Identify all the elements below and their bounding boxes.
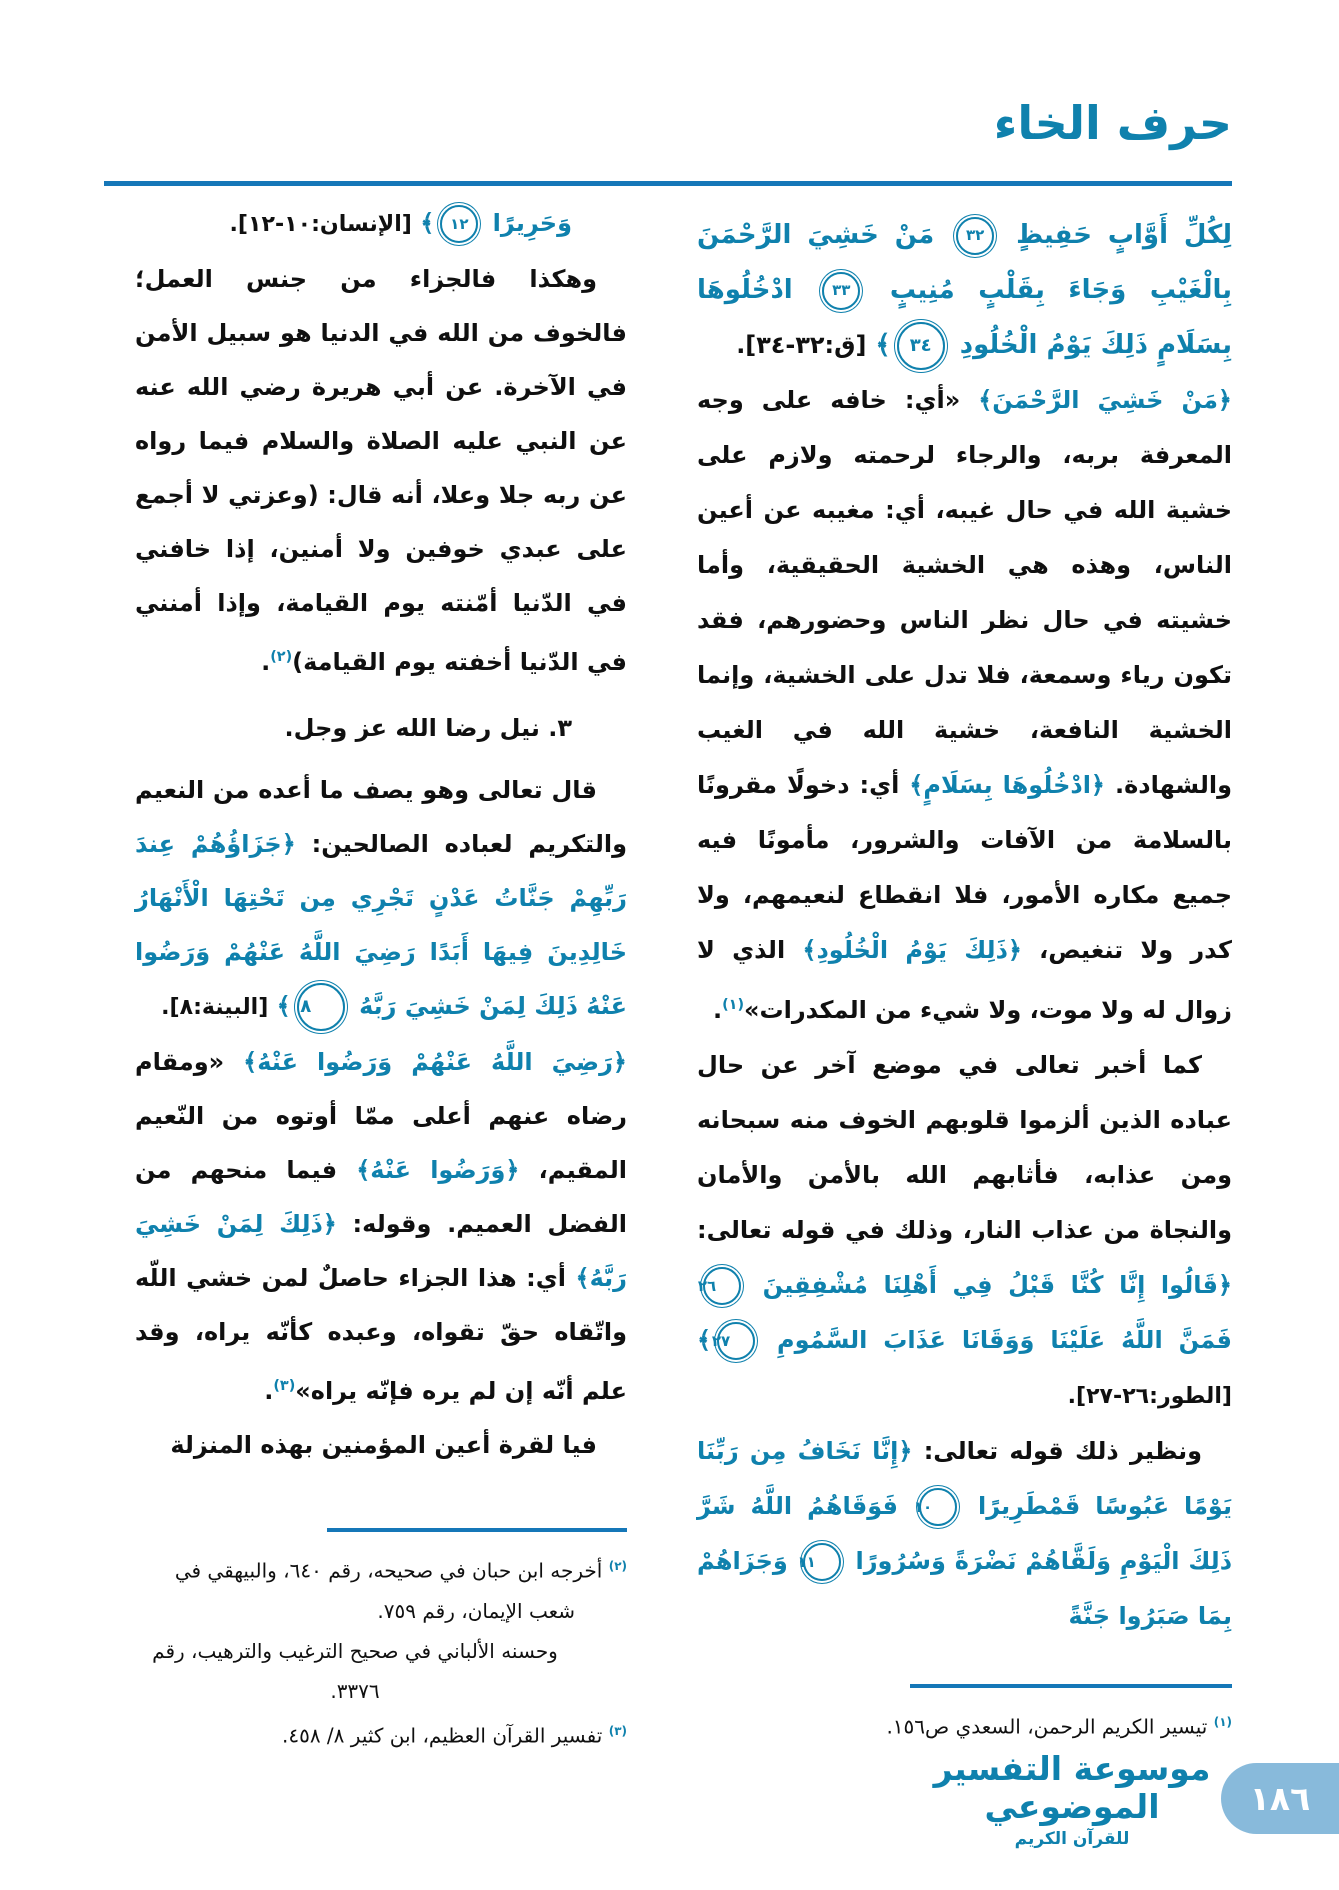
body-text: فيما منحهم من الفضل العميم. وقوله: (135, 1156, 627, 1238)
paragraph (135, 1035, 627, 1418)
footnote-marker: (٣) (608, 1723, 627, 1738)
paragraph (135, 763, 627, 1035)
quran-quote: ﴾ (697, 1326, 712, 1354)
body-text: أي: دخولًا مقرونًا بالسلامة من الآفات والشرور، مأمونًا فيه جميع مكاره الأمور، فلا انقطاع لنعيمهم، ولا كدر ولا تنغيص، (697, 771, 1233, 964)
quran-quote: ﴿رَضِيَ اللَّهُ عَنْهُمْ وَرَضُوا عَنْهُ﴾ (243, 1048, 627, 1076)
ayah-number-medallion: ٣٤ (897, 322, 945, 370)
footnote-marker: (٢) (608, 1559, 627, 1573)
quran-quote: ﴿وَرَضُوا عَنْهُ﴾ (356, 1156, 520, 1184)
surah-reference: [البينة:٨]. (161, 995, 269, 1020)
body-text: أي: هذا الجزاء حاصلٌ لمن خشي اللّه واتّقاه حقّ تقواه، وعبده كأنّه يراه، وقد علم أنّه إن لم يره فإنّه يراه» (135, 1264, 627, 1405)
body-text: «أي: خافه على وجه المعرفة بربه، والرجاء لرحمته ولازم على خشية الله في حال غيبه، أي: مغيبه عن أعين الناس، وهذه هي الخشية الحقيقية، وأما خشيته في حال نظر الناس وحضورهم، فقد تكون رياء وسمعة، فلا تدل على الخشية، وإنما الخشية النافعة، خشية الله في الغيب والشهادة. (697, 386, 1232, 799)
footnote-marker: (٢) (270, 649, 293, 665)
quran-quote: فَمَنَّ اللَّهُ عَلَيْنَا وَوَقَانَا عَذَابَ السَّمُومِ (761, 1326, 1232, 1354)
paragraph (135, 1418, 627, 1472)
footnote-entry (697, 1702, 1232, 1747)
logo-subtitle: للقرآن الكريم (1014, 1828, 1130, 1849)
body-text: وحسنه الألباني في صحيح الترغيب والترهيب، رقم ٣٣٧٦. (152, 1638, 558, 1703)
body-text: تيسير الكريم الرحمن، السعدي ص١٥٦. (886, 1714, 1214, 1739)
body-text: . (264, 1377, 274, 1405)
body-text: ونظير ذلك قوله تعالى: (912, 1437, 1203, 1465)
body-text-bold: ٣. نيل رضا الله عز وجل. (284, 714, 572, 742)
quran-quote: ﴿مَنْ خَشِيَ الرَّحْمَنَ﴾ (978, 386, 1232, 414)
chapter-header-calligraphy: حرف الخاء (993, 96, 1232, 150)
surah-reference: [الطور:٢٦-٢٧]. (1067, 1384, 1232, 1409)
footnote-entry (135, 1711, 627, 1756)
ayah-number-medallion: ٢٧ (717, 1322, 755, 1360)
quran-quote: مَنْ خَشِيَ الرَّحْمَنَ بِالْغَيْبِ وَجَاءَ بِقَلْبٍ مُنِيبٍ (697, 220, 1232, 305)
publisher-logo-calligraphy (932, 1750, 1212, 1849)
body-text: كما أخبر تعالى في موضع آخر عن حال عباده الذين ألزموا قلوبهم الخوف منه سبحانه ومن عذابه، فأثابهم الله بالأمن والأمان والنجاة من عذاب النار، وذلك في قوله تعالى: (697, 1051, 1232, 1244)
quran-quote: ﴿إِنَّا نَخَافُ مِن رَبِّنَا يَوْمًا عَبُوسًا قَمْطَرِيرًا (697, 1437, 1232, 1520)
body-text: تفسير القرآن العظيم، ابن كثير ٨/ ٤٥٨. (281, 1723, 609, 1748)
footnote-divider (327, 1528, 627, 1532)
body-text: «ومقام رضاه عنهم أعلى ممّا أوتوه من النّعيم المقيم، (135, 1048, 627, 1184)
footnote-marker: (١) (1213, 1715, 1232, 1729)
quran-quote: ﴿قَالُوا إِنَّا كُنَّا قَبْلُ فِي أَهْلِنَا مُشْفِقِينَ (747, 1271, 1232, 1299)
right-footnotes (697, 1684, 1232, 1747)
body-text: الذي لا زوال له ولا موت، ولا شيء من المكدرات» (697, 936, 1232, 1024)
ayah-number-medallion: ١٢ (440, 205, 478, 243)
page-number-badge (1221, 1763, 1339, 1834)
page-number: ١٨٦ (1249, 1779, 1311, 1818)
quran-quote: فَوَقَاهُمُ اللَّهُ شَرَّ ذَلِكَ الْيَوْمِ وَلَقَّاهُمْ نَضْرَةً وَسُرُورًا (697, 1492, 1233, 1575)
quran-quote: وَحَرِيرًا (484, 209, 572, 237)
surah-reference: [الإنسان:١٠-١٢]. (229, 212, 412, 237)
quran-quote: وَجَزَاهُمْ بِمَا صَبَرُوا جَنَّةً (697, 1547, 1232, 1630)
quran-quote: ﴿ذَلِكَ يَوْمُ الْخُلُودِ﴾ (802, 936, 1022, 964)
header-rule (104, 181, 1232, 186)
surah-reference: [ق:٣٢-٣٤]. (736, 331, 867, 359)
ayah-number-medallion: ٣٣ (822, 272, 860, 310)
quran-verse-block (697, 208, 1232, 373)
footnote-entry (135, 1631, 627, 1711)
body-text-bold: . (261, 648, 271, 676)
quran-quote: ﴿ذَلِكَ لِمَنْ خَشِيَ رَبَّهُ﴾ (135, 1210, 627, 1292)
quran-quote: ﴿جَزَاؤُهُمْ عِندَ رَبِّهِمْ جَنَّاتُ عَدْنٍ تَجْرِي مِن تَحْتِهَا الْأَنْهَارُ خَالِدِينَ فِيهَا أَبَدًا رَضِيَ اللَّهُ عَنْهُمْ وَرَضُوا عَنْهُ ذَلِكَ لِمَنْ خَشِيَ رَبَّهُ (135, 830, 627, 1020)
right-text-column (697, 208, 1232, 1644)
paragraph (697, 1424, 1232, 1644)
footnote-marker: (٣) (273, 1378, 296, 1394)
ayah-number-medallion: ٨ (297, 983, 345, 1031)
quran-quote: ادْخُلُوهَا بِسَلَامٍ ذَلِكَ يَوْمُ الْخُلُودِ (697, 275, 1232, 360)
paragraph (135, 196, 627, 252)
ayah-number-medallion: ٢٦ (703, 1267, 741, 1305)
quran-quote: ﴾ (411, 209, 435, 237)
ayah-number-medallion: ١١ (803, 1543, 841, 1581)
body-text: . (712, 996, 723, 1024)
ayah-number-medallion: ٣٢ (956, 217, 994, 255)
footnote-divider (910, 1684, 1232, 1688)
paragraph (697, 373, 1232, 1038)
quran-quote: لِكُلِّ أَوَّابٍ حَفِيظٍ (1000, 220, 1232, 250)
logo-title: موسوعة التفسير الموضوعي (933, 1749, 1211, 1826)
section-heading (135, 701, 627, 755)
left-text-column (135, 196, 627, 1472)
ayah-number-medallion: ١٠ (919, 1488, 957, 1526)
footnote-entry (135, 1546, 627, 1631)
quran-quote: ﴾ (268, 992, 291, 1020)
quran-quote: ﴾ (866, 330, 891, 360)
left-footnotes (135, 1528, 627, 1755)
quran-quote: ﴿ادْخُلُوهَا بِسَلَامٍ﴾ (909, 771, 1105, 799)
footnote-marker: (١) (722, 997, 745, 1013)
paragraph (135, 252, 627, 689)
paragraph (697, 1038, 1232, 1424)
body-text: أخرجه ابن حبان في صحيحه، رقم ٦٤٠، والبيهقي في شعب الإيمان، رقم ٧٥٩. (174, 1558, 609, 1623)
body-text: قال تعالى وهو يصف ما أعده من النعيم والتكريم لعباده الصالحين: (135, 776, 627, 858)
body-text: فيا لقرة أعين المؤمنين بهذه المنزلة (170, 1431, 597, 1459)
body-text-bold: وهكذا فالجزاء من جنس العمل؛ فالخوف من الله في الدنيا هو سبيل الأمن في الآخرة. عن أبي هريرة رضي الله عنه عن النبي عليه الصلاة والسلام فيما رواه عن ربه جلا وعلا، أنه قال: (وعزتي لا أجمع على عبدي خوفين ولا أمنين، إذا خافني في الدّنيا أمّنته يوم القيامة، وإذا أمنني في الدّنيا أخفته يوم القيامة) (135, 265, 627, 676)
